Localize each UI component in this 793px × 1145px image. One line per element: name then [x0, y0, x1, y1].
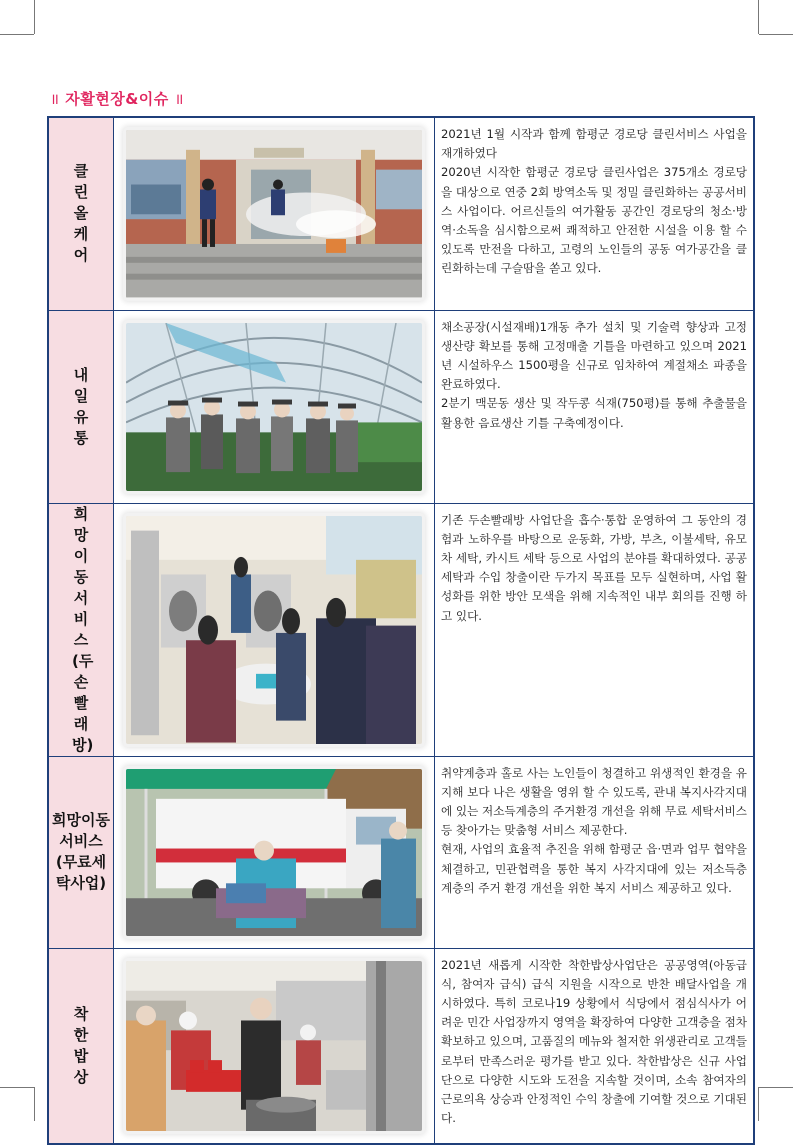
section-header	[50, 88, 184, 109]
row-label: 클린올케어	[73, 162, 89, 265]
row-label-cell	[48, 756, 114, 948]
description-cell	[435, 503, 755, 756]
crop-mark	[0, 1087, 34, 1088]
table-row	[48, 503, 754, 756]
paragraph: 현재, 사업의 효율적 추진을 위해 함평군 읍·면과 업무 협약을 체결하고, 민관협력을 통한 복지 사각지대에 있는 저소득층 계층의 주거 환경 개선을 위한 복지 서비스 제공하고 있다.	[441, 842, 747, 895]
paragraph: 채소공장(시설재배)1개동 추가 설치 및 기술력 향상과 고정생산량 확보를 통해 고정매출 기틀을 마련하고 있으며 2021년 시설하우스 1500평을 신규로 임차하여 계절채소 파종을 완료하였다.	[441, 319, 747, 392]
photo-cell	[114, 117, 435, 310]
table-row	[48, 948, 754, 1144]
header-deco-right: ॥	[174, 90, 184, 108]
row-label: 내일유통	[73, 365, 89, 447]
crop-mark	[0, 34, 34, 35]
description-cell	[435, 117, 755, 310]
laundry-meeting-photo	[126, 516, 422, 744]
row-label-cell	[48, 503, 114, 756]
crop-mark	[34, 0, 35, 34]
crop-mark	[34, 1087, 35, 1121]
crop-mark	[758, 0, 759, 34]
paragraph: 기존 두손빨래방 사업단을 흡수·통합 운영하여 그 동안의 경험과 노하우를 바탕으로 운동화, 가방, 부츠, 이불세탁, 유모차 세탁, 카시트 세탁 등으로 사업의 분야를 확대하였다. 공공 세탁과 수입 창출이란 두가지 목표를 모두 실현하며, 사업 활성화를 위한 방안 모색을 위해 지속적인 내부 회의를 진행 하고 있다.	[441, 512, 747, 623]
paragraph: 2020년 시작한 함평군 경로당 클린사업은 375개소 경로당을 대상으로 연중 2회 방역소독 및 정밀 클린화하는 공공서비스 사업이다. 어르신들의 여가활동 공간인 경로당의 청소·방역·소독을 심시함으로써 쾌적하고 안전한 시설을 이용 할 수 있도록 만전을 다하고, 고령의 노인들의 공동 여가공간을 클린화하는데 구슬땀을 쏟고 있다.	[441, 165, 747, 276]
greenhouse-photo	[126, 323, 422, 491]
table-row	[48, 310, 754, 503]
table-row	[48, 756, 754, 948]
activity-table	[47, 116, 755, 1145]
row-label-cell	[48, 117, 114, 310]
row-label-cell	[48, 310, 114, 503]
crop-mark	[759, 1087, 793, 1088]
photo-cell	[114, 503, 435, 756]
row-label: 착한밥상	[73, 1004, 89, 1086]
row-label-cell	[48, 948, 114, 1144]
description-cell	[435, 756, 755, 948]
row-label: 희망이동서비스(두손빨래방)	[72, 504, 94, 754]
header-deco-left: ॥	[50, 90, 60, 108]
disinfection-photo	[126, 130, 422, 298]
crop-mark	[759, 34, 793, 35]
photo-cell	[114, 756, 435, 948]
photo-cell	[114, 310, 435, 503]
paragraph: 2021년 새롭게 시작한 착한밥상사업단은 공공영역(아동급식, 참여자 급식) 급식 지원을 시작으로 반찬 배달사업을 개시하였다. 특히 코로나19 상황에서 식당에서 점심식사가 어려운 민간 사업장까지 영역을 확장하여 다양한 고객층을 점차 확보하고 있으며, 고품질의 메뉴와 철저한 위생관리로 고객들로부터 만족스러운 평가를 받고 있다. 착한밥상은 신규 사업단으로 다양한 시도와 도전을 지속할 것이며, 소속 참여자의 근로의욕 상승과 안정적인 수익 창출에 기여할 것으로 기대된다.	[441, 957, 747, 1126]
description-cell	[435, 948, 755, 1144]
row-label: 희망이동서비스(무료세탁사업)	[52, 811, 110, 892]
laundry-truck-photo	[126, 769, 422, 936]
paragraph: 취약계층과 홀로 사는 노인들이 청결하고 위생적인 환경을 유지해 보다 나은 생활을 영위 할 수 있도록, 관내 복지사각지대에 있는 저소득계층의 주거환경 개선을 위해 무료 세탁서비스 등 찾아가는 맞춤형 서비스 제공한다.	[441, 765, 747, 838]
page-title: 자활현장&이슈	[65, 90, 169, 108]
paragraph: 2분기 맥문동 생산 및 작두콩 식재(750평)를 통해 추출물을 활용한 음료생산 기틀 구축예정이다.	[441, 396, 747, 430]
photo-cell	[114, 948, 435, 1144]
table-row	[48, 117, 754, 310]
kitchen-photo	[126, 961, 422, 1132]
paragraph: 2021년 1월 시작과 함께 함평군 경로당 클린서비스 사업을 재개하였다	[441, 127, 747, 161]
crop-mark	[758, 1087, 759, 1121]
description-cell	[435, 310, 755, 503]
